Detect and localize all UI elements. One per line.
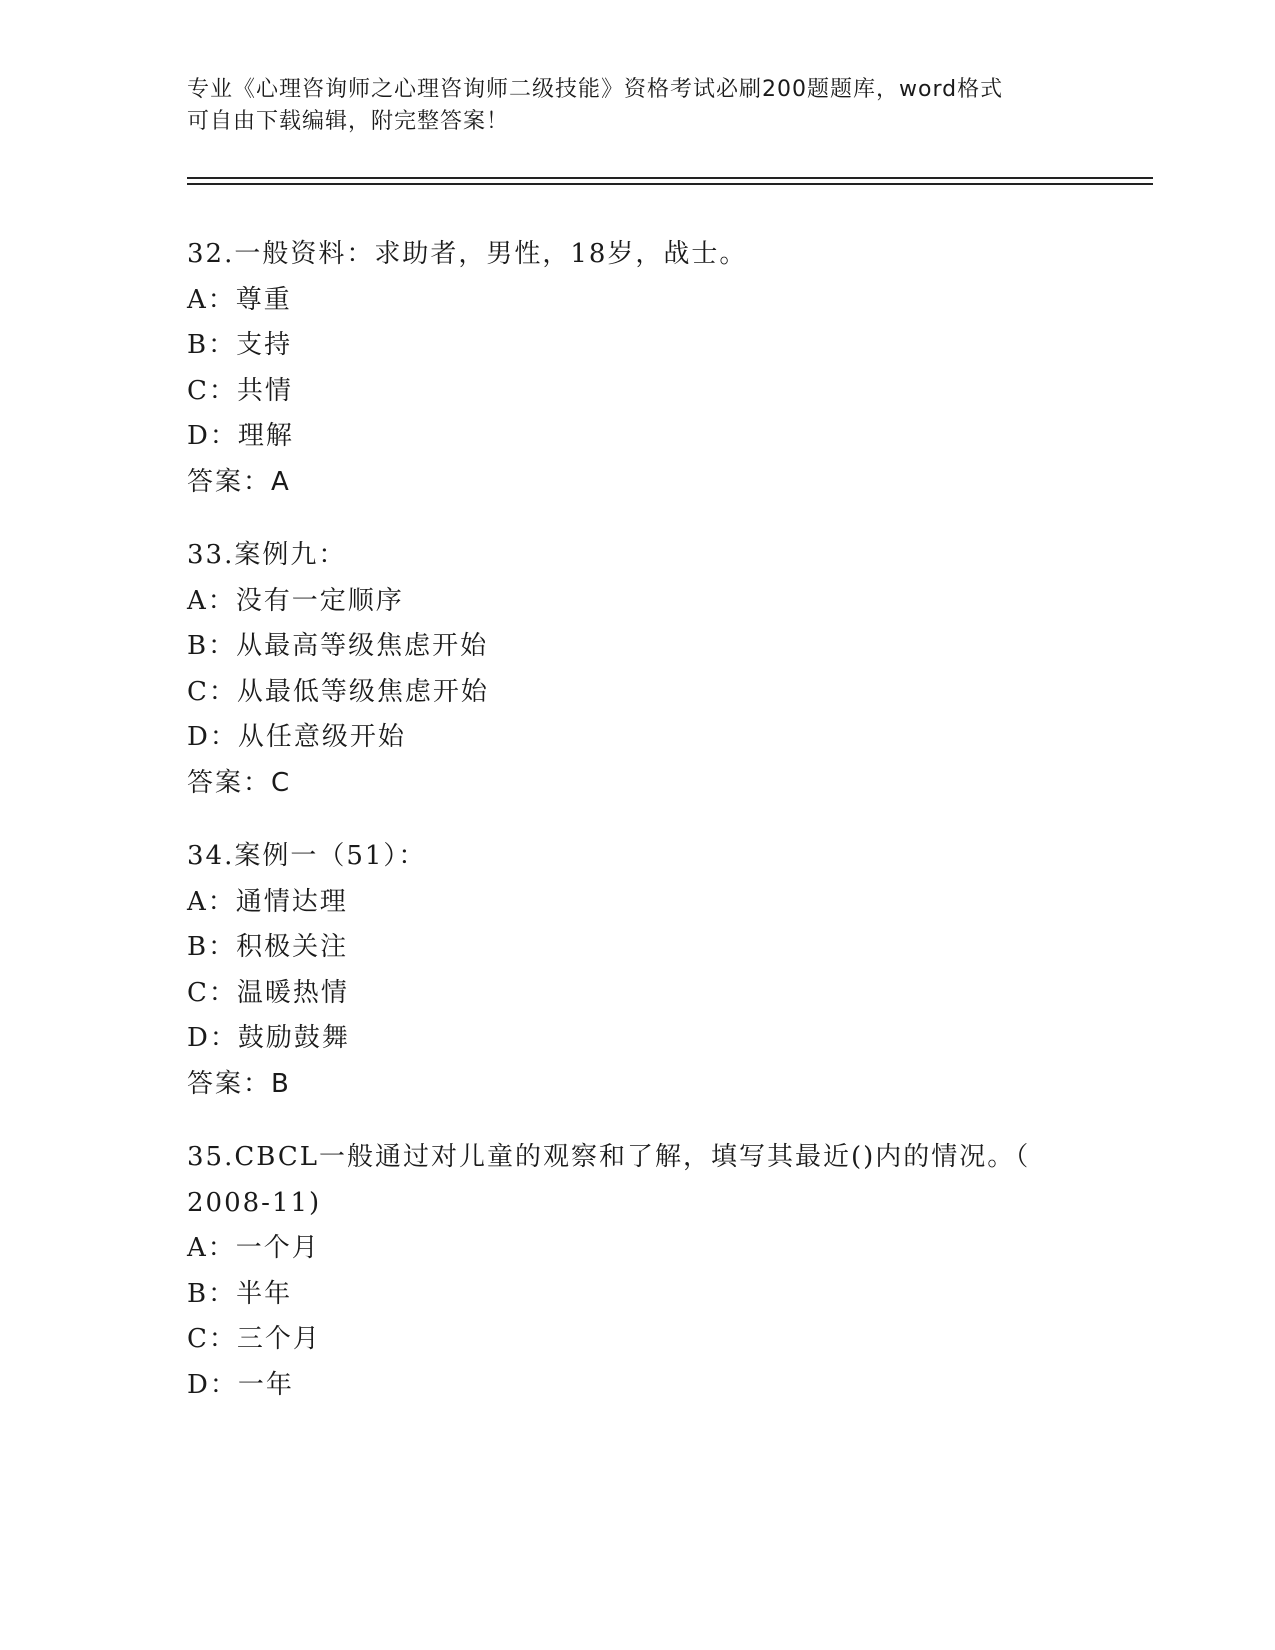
question-34 <box>187 834 1087 1107</box>
option-a: A：没有一定顺序 <box>187 585 404 616</box>
header-line-1: 专业《心理咨询师之心理咨询师二级技能》资格考试必刷200题题库，word格式 <box>187 77 1004 102</box>
option-d: D：理解 <box>187 421 294 451</box>
header-divider-bottom <box>187 183 1153 185</box>
option-b: B：从最高等级焦虑开始 <box>187 631 489 661</box>
question-stem: 34.案例一（51）： <box>187 841 427 871</box>
header-line-2: 可自由下载编辑，附完整答案！ <box>187 109 510 134</box>
answer-line: 答案：B <box>187 1068 291 1099</box>
option-b: B：支持 <box>187 330 293 360</box>
question-list <box>187 232 1087 1436</box>
option-c: C：三个月 <box>187 1324 321 1354</box>
option-c: C：从最低等级焦虑开始 <box>187 676 489 707</box>
question-32 <box>187 232 1087 505</box>
option-c: C：共情 <box>187 375 293 406</box>
question-stem-line-1: 35.CBCL一般通过对儿童的观察和了解，填写其最近()内的情况。（ <box>187 1142 1031 1172</box>
question-stem: 33.案例九： <box>187 540 347 570</box>
option-d: D：从任意级开始 <box>187 722 406 752</box>
question-33 <box>187 533 1087 806</box>
question-stem-line-2: 2008-11) <box>187 1187 322 1218</box>
question-stem: 32.一般资料：求助者，男性，18岁，战士。 <box>187 239 748 269</box>
option-a: A：一个月 <box>187 1233 320 1263</box>
header-divider-top <box>187 177 1153 179</box>
option-b: B：积极关注 <box>187 932 349 962</box>
option-a: A：尊重 <box>187 284 292 315</box>
answer-line: 答案：A <box>187 466 291 497</box>
option-c: C：温暖热情 <box>187 977 349 1008</box>
document-header <box>187 74 1067 138</box>
question-35 <box>187 1135 1087 1408</box>
option-d: D：鼓励鼓舞 <box>187 1023 350 1053</box>
answer-line: 答案：C <box>187 767 292 798</box>
option-d: D：一年 <box>187 1369 294 1400</box>
option-b: B：半年 <box>187 1278 293 1309</box>
option-a: A：通情达理 <box>187 886 348 917</box>
